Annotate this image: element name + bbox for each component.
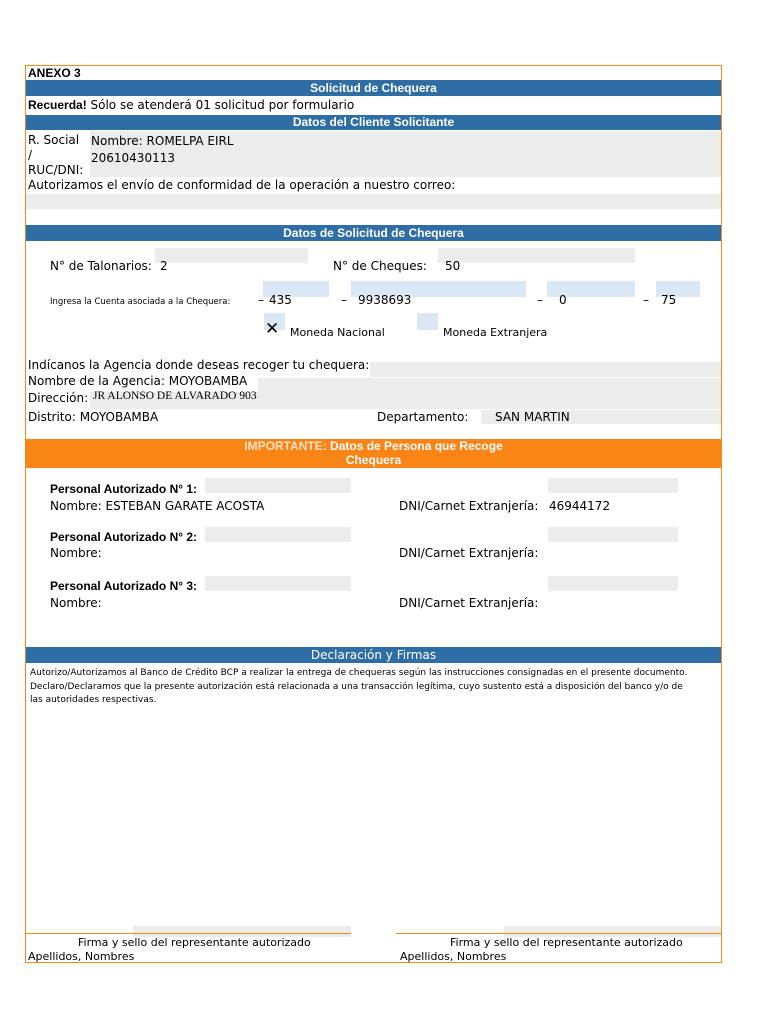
dash-2: – — [341, 293, 347, 307]
district-field[interactable]: Distrito: MOYOBAMBA — [28, 410, 159, 424]
account-label: Ingresa la Cuenta asociada a la Chequera: — [50, 297, 231, 307]
talonarios-fill — [155, 248, 308, 263]
signature-2-names: Apellidos, Nombres — [400, 950, 507, 963]
declaration-text: Autorizo/Autorizamos al Banco de Crédito BCP a realizar la entrega de chequeras según las instrucciones consignadas en el presente documento. Declaro/Declaramos que la presente autorización está relacionada a una transacción legítima, cuyo sustento está a disposición del banco y/o de las autoridades respectivas. — [30, 668, 688, 705]
agency-prompt-fill — [370, 362, 721, 377]
auth2-fill — [205, 527, 351, 542]
dash-4: – — [643, 293, 649, 307]
important-prefix: IMPORTANTE: — [244, 439, 327, 453]
x-mark-icon: ✕ — [265, 319, 280, 339]
important-line2: Chequera — [345, 453, 402, 467]
national-currency-label: Moneda Nacional — [290, 326, 385, 339]
auth1-dni-label: DNI/Carnet Extranjería: — [399, 499, 539, 513]
signature-2-label: Firma y sello del representante autorizado — [450, 936, 683, 949]
account-part-4[interactable]: 75 — [661, 293, 677, 307]
notice-text: Sólo se atenderá 01 solicitud por formulario — [90, 98, 355, 112]
signature-1-names: Apellidos, Nombres — [28, 950, 135, 963]
important-line1: Datos de Persona que Recoge — [326, 439, 503, 453]
auth2-dni-fill — [548, 527, 678, 542]
auth2-name-field[interactable]: Nombre: — [50, 546, 102, 560]
address-value[interactable]: JR ALONSO DE ALVARADO 903 — [93, 390, 257, 402]
auth2-dni-label: DNI/Carnet Extranjería: — [399, 546, 539, 560]
client-section-title: Datos del Cliente Solicitante — [26, 115, 721, 130]
account-part-3[interactable]: 0 — [559, 293, 567, 307]
form-title: Solicitud de Chequera — [26, 80, 721, 96]
auth1-name-field[interactable]: Nombre: ESTEBAN GARATE ACOSTA — [50, 499, 265, 513]
annex-label: ANEXO 3 — [28, 66, 81, 80]
account-part-1[interactable]: 435 — [269, 293, 292, 307]
important-section-title — [26, 439, 721, 468]
cheques-label: N° de Cheques: — [333, 259, 427, 273]
dash-3: – — [537, 293, 543, 307]
signature-1-label: Firma y sello del representante autorizado — [78, 936, 311, 949]
auth1-dni-value[interactable]: 46944172 — [549, 499, 611, 513]
request-section-title: Datos de Solicitud de Chequera — [26, 225, 721, 241]
agency-prompt: Indícanos la Agencia donde deseas recoger tu chequera: — [28, 358, 370, 372]
auth1-title: Personal Autorizado N° 1: — [50, 482, 198, 496]
account-part-2[interactable]: 9938693 — [358, 293, 412, 307]
auth1-fill — [205, 478, 351, 493]
auth3-fill — [205, 576, 351, 591]
auth3-dni-label: DNI/Carnet Extranjería: — [399, 596, 539, 610]
agency-name-field[interactable]: Nombre de la Agencia: MOYOBAMBA — [28, 374, 248, 388]
auth3-name-field[interactable]: Nombre: — [50, 596, 102, 610]
notice — [28, 98, 354, 112]
auth3-dni-fill — [548, 576, 678, 591]
address-label: Dirección: — [28, 391, 89, 405]
foreign-currency-label: Moneda Extranjera — [443, 326, 548, 339]
client-ruc-field[interactable]: 20610430113 — [91, 151, 175, 165]
department-label: Departamento: — [377, 410, 469, 424]
signature-1-line — [26, 933, 351, 934]
ruc-label: RUC/DNI: — [28, 163, 84, 177]
cheques-fill — [438, 248, 635, 263]
notice-label: Recuerda! — [28, 98, 87, 112]
declaration-section-title: Declaración y Firmas — [26, 647, 721, 663]
talonarios-value[interactable]: 2 — [160, 259, 168, 273]
auth2-title: Personal Autorizado N° 2: — [50, 530, 198, 544]
department-value[interactable]: SAN MARTIN — [495, 410, 570, 424]
agency-name-fill — [258, 378, 721, 393]
rsocial-slash: / — [28, 148, 33, 162]
email-field[interactable] — [26, 194, 721, 209]
auth3-title: Personal Autorizado N° 3: — [50, 579, 198, 593]
foreign-currency-checkbox[interactable] — [417, 313, 438, 330]
signature-2-line — [396, 933, 721, 934]
talonarios-label: N° de Talonarios: — [50, 259, 152, 273]
email-consent-text: Autorizamos el envío de conformidad de la operación a nuestro correo: — [28, 178, 456, 192]
rsocial-label: R. Social — [28, 133, 80, 147]
cheques-value[interactable]: 50 — [445, 259, 461, 273]
dash-1: – — [258, 293, 264, 307]
client-name-field[interactable]: Nombre: ROMELPA EIRL — [91, 134, 234, 148]
auth1-dni-fill — [548, 478, 678, 493]
